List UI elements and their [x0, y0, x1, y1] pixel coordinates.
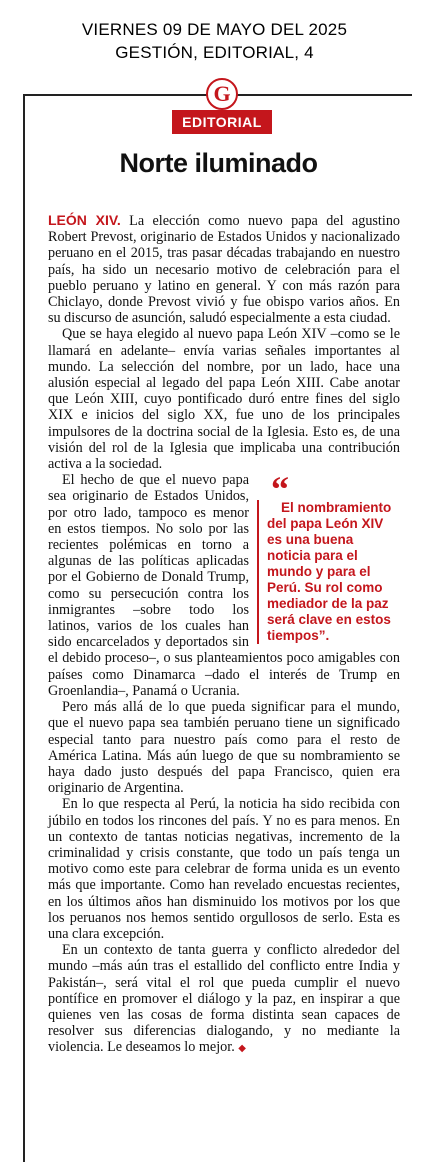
frame-left-rule [23, 94, 25, 1162]
publication-source: GESTIÓN, EDITORIAL, 4 [115, 43, 314, 62]
end-mark-icon: ◆ [238, 1043, 246, 1055]
lead-label: LEÓN XIV. [48, 212, 121, 228]
pull-quote-text: El nombramiento del papa León XIV es una buena noticia para el mundo y para el Perú. Su rol como mediador de la paz será clave en estos tiempos”. [267, 500, 392, 644]
paragraph-1 [48, 212, 400, 326]
paragraph-5: En lo que respecta al Perú, la noticia ha sido recibida con júbilo en todos los rincones del país. Y no es para menos. En un contexto de tantas noticias negativas, incremento de la criminalidad y crisis constante, que todo un país tenga un motivo como este para celebrar de forma unida es un evento más que importante. Como han revelado encuestas recientes, en los últimos años han disminuido los motivos por los que los peruanos nos hemos sentido orgullosos de serlo. Esta es una clara excepción. [48, 796, 400, 942]
article-title: Norte iluminado [119, 148, 318, 178]
section-tag: EDITORIAL [172, 110, 272, 134]
paragraph-6 [48, 942, 400, 1057]
pull-quote [257, 469, 400, 644]
paragraph-4: Pero más allá de lo que pueda significar para el mundo, que el nuevo papa sea también peruano tiene un significado especial tanto para nuestro país como para el resto de América Latina. Más aún luego de que su nombramiento se haya dado justo después del papa Francisco, quien era originario de Argentina. [48, 699, 400, 797]
paragraph-3-text: El hecho de que el nuevo papa sea originario de Estados Unidos, por otro lado, tampoco es menor en estos tiempos. No solo por las recientes polémicas en torno a algunas de las políticas aplicadas por el Gobierno de Donald Trump, como su persecución contra los inmigrantes –sobre todo los latinos, varios de los cuales han sido encarcelados y deportados sin el debido proceso–, o sus planteamientos poco amigables con países como Dinamarca –dado el interés de Trump en Groenlandia–, Panamá o Ucrania. [48, 472, 400, 699]
paragraph-2: Que se haya elegido al nuevo papa León XIV –como se le llamará en adelante– envía varias señales importantes al mundo. La selección del nombre, por un lado, hace una alusión especial al legado del papa León XIII. Cabe anotar que León XIII, cuyo pontificado duró entre fines del siglo XIX e inicios del siglo XX, fue uno de los principales impulsores de la doctrina social de la Iglesia. Esto es, de una visión del rol de la Iglesia que implicaba una contribución activa a la sociedad. [48, 326, 400, 473]
quote-mark-icon: “ [271, 469, 289, 510]
gestion-logo: G [206, 78, 238, 110]
paragraph-1-text: La elección como nuevo papa del agustino Robert Prevost, originario de Estados Unidos y nacionalizado peruano en el 2015, tras pasar décadas trabajando en nuestro país, ha sido un necesario motivo de celebración para el pueblo peruano y latino en general. Y con más razón para Chiclayo, donde Prevost vivió y fue obispo varios años. En su discurso de asunción, saludó especialmente a esta ciudad. [48, 213, 401, 327]
paragraph-6-text: En un contexto de tanta guerra y conflicto alrededor del mundo –más aún tras el estallido del conflicto entre India y Pakistán–, será vital el rol que pueda cumplir el nuevo pontífice en promover el diálogo y la paz, en inspirar a que quienes ven las cosas de forma distinta sean capaces de resolver sus diferencias dialogando, y no mediante la violencia. Le deseamos lo mejor. [48, 942, 400, 1056]
paragraph-3 [48, 469, 400, 699]
pull-quote-box [257, 500, 400, 644]
dateline: VIERNES 09 DE MAYO DEL 2025 [81, 20, 348, 39]
article-body [48, 212, 400, 1058]
